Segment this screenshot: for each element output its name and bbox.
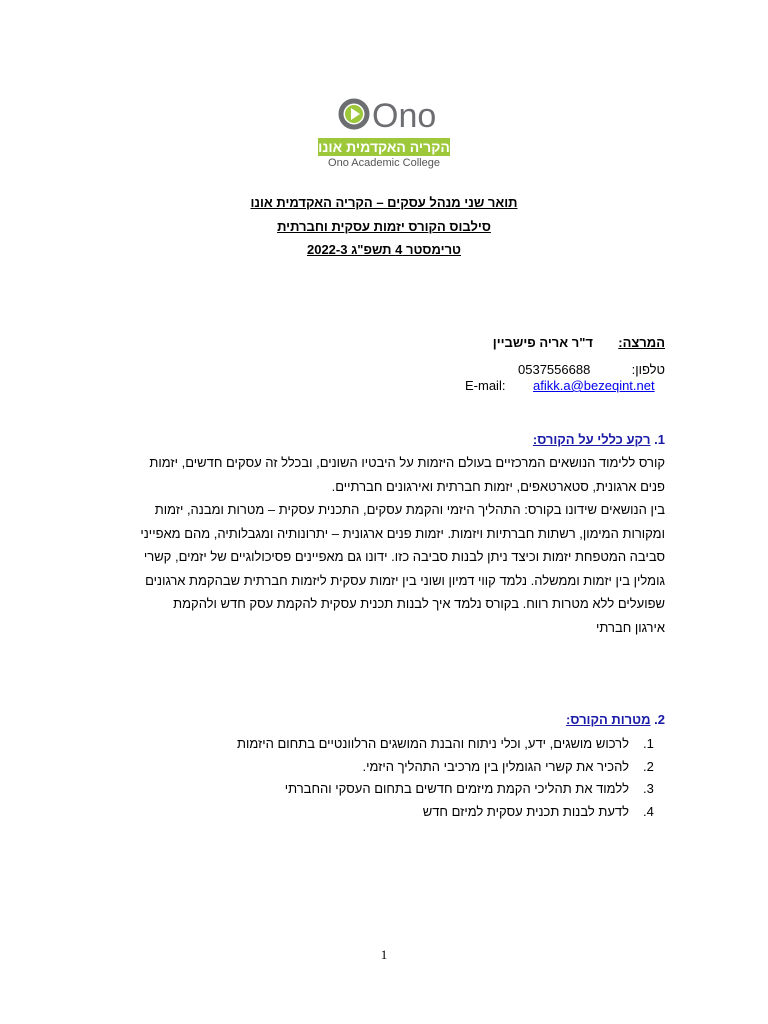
section1-line: אירגון חברתי <box>596 619 665 635</box>
goal-text: לדעת לבנות תכנית עסקית למיזם חדש <box>422 804 629 819</box>
goal-item <box>237 736 665 751</box>
section1-line: סביבה המטפחת יזמות וכיצד ניתן לבנות סביבה כזו. ידונו גם מאפיינים פסיכולוגיים של יזמים, קשרי <box>143 549 665 564</box>
goal-text: להכיר את קשרי הגומלין בין מרכיבי התהליך היזמי. <box>362 759 629 774</box>
section1-line: בין הנושאים שידונו בקורס: התהליך היזמי והקמת עסקים, התכנית עסקית – מטרות ומבנה, יזמות <box>154 502 665 517</box>
ono-wordmark <box>316 88 452 138</box>
section1-line: גומלין בין יזמות וממשלה. נלמד קווי דמיון ושוני בין יזמות עסקית ליזמות חברתית שבהקמת ארגונים <box>145 572 665 588</box>
lecturer-label: המרצה: <box>618 335 665 350</box>
section1-line: שפועלים ללא מטרות רווח. בקורס נלמד איך לבנות תכנית עסקית להקמת עסק חדש ולהקמת <box>173 596 665 611</box>
goal-number: 4. <box>643 804 654 819</box>
section2-number: 2. <box>654 712 665 727</box>
goal-number: 1. <box>643 736 654 751</box>
program-title: תואר שני מנהל עסקים – הקריה האקדמית אונו <box>250 195 518 210</box>
logo-hebrew-band: הקריה האקדמית אונו <box>318 139 450 155</box>
trimester-title: טרימסטר 4 תשפ"ג 2022-3 <box>306 242 462 257</box>
goal-text: לרכוש מושגים, ידע, וכלי ניתוח והבנת המושגים הרלוונטיים בתחום היזמות <box>237 736 629 751</box>
goal-item <box>423 804 665 819</box>
goal-number: 2. <box>643 759 654 774</box>
section1-line: ומקורות המימון, רשתות חברתיות ויזמות. יזמות פנים ארגונית – יתרונותיה ומגבלותיה, מהם מאפייני <box>140 525 665 541</box>
section1-title: רקע כללי על הקורס: <box>532 432 651 447</box>
email-label: E-mail: <box>465 378 506 393</box>
syllabus-title: סילבוס הקורס יזמות עסקית וחברתית <box>277 219 491 234</box>
phone-label: טלפון: <box>631 362 665 377</box>
ono-logo <box>316 88 452 172</box>
section2-heading <box>566 712 665 727</box>
lecturer-name: ד"ר אריה פישביין <box>492 335 593 350</box>
page-number: 1 <box>380 947 388 962</box>
section1-heading <box>533 432 665 447</box>
svg-text:Ono: Ono <box>372 97 437 135</box>
goal-number: 3. <box>643 781 654 796</box>
goal-text: ללמוד את תהליכי הקמת מיזמים חדשים בתחום העסקי והחברתי <box>284 781 629 796</box>
logo-english-name: Ono Academic College <box>328 157 440 169</box>
section1-line: פנים ארגונית, סטארטאפים, יזמות חברתית ואירגונים חברתיים. <box>331 478 665 494</box>
phone-number: 0537556688 <box>518 362 591 377</box>
section1-body <box>95 451 665 639</box>
email-link[interactable]: afikk.a@bezeqint.net <box>533 378 655 393</box>
section2-title: מטרות הקורס: <box>566 712 651 727</box>
section1-line: קורס ללימוד הנושאים המרכזיים בעולם היזמות על היבטיו השונים, ובכלל זה עסקים חדשים, יזמות <box>149 455 665 470</box>
section1-number: 1. <box>654 432 665 447</box>
goal-item <box>363 759 665 774</box>
goal-item <box>285 781 665 796</box>
